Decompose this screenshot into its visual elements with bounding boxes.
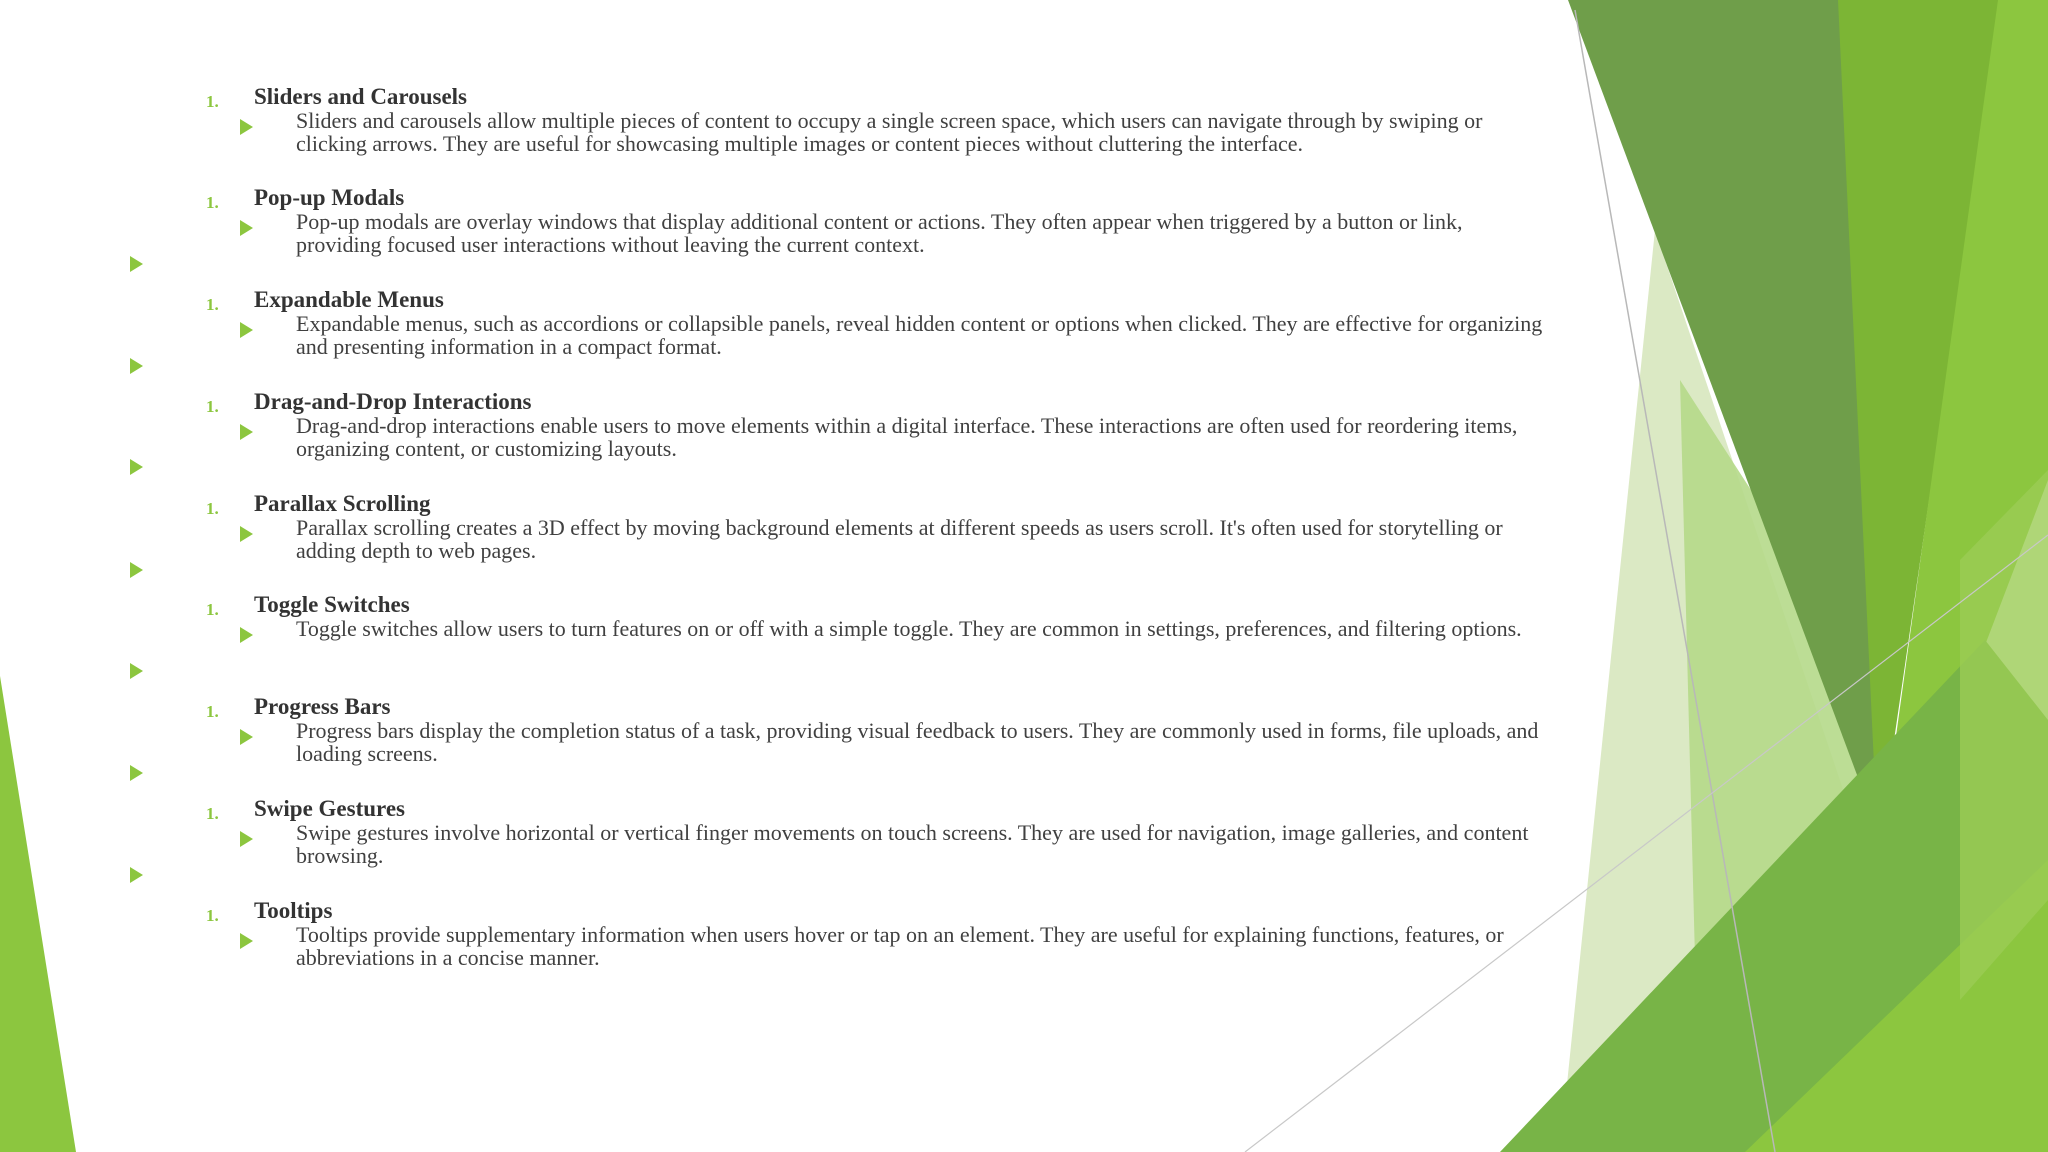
empty-bullet-marker	[130, 765, 143, 781]
bullet-marker	[240, 220, 253, 236]
item-title: Expandable Menus	[254, 287, 444, 312]
item-title: Toggle Switches	[254, 592, 410, 617]
item-description: Pop-up modals are overlay windows that display additional content or actions. They often appear when triggered by a button or link, providing focused user interactions without leaving the current context.	[296, 209, 1463, 257]
list-number: 1.	[206, 92, 219, 111]
item-title: Swipe Gestures	[254, 796, 405, 821]
item-description: Parallax scrolling creates a 3D effect by moving background elements at different speeds as users scroll. It's often used for storytelling or adding depth to web pages.	[296, 515, 1503, 563]
empty-bullet-marker	[130, 562, 143, 578]
empty-bullet-marker	[130, 358, 143, 374]
bullet-marker	[240, 729, 253, 745]
list-number: 1.	[206, 397, 219, 416]
list-number: 1.	[206, 906, 219, 925]
item-title: Sliders and Carousels	[254, 84, 468, 109]
bullet-marker	[240, 119, 253, 135]
list-number: 1.	[206, 600, 219, 619]
bullet-marker	[240, 831, 253, 847]
item-title: Drag-and-Drop Interactions	[254, 389, 532, 414]
empty-bullet-marker	[130, 663, 143, 679]
item-description: Swipe gestures involve horizontal or vertical finger movements on touch screens. They are used for navigation, image galleries, and content browsing.	[296, 820, 1529, 868]
list-number: 1.	[206, 702, 219, 721]
item-title: Pop-up Modals	[254, 185, 405, 210]
item-description: Drag-and-drop interactions enable users to move elements within a digital interface. These interactions are often used for reordering items, organizing content, or customizing layouts.	[296, 413, 1518, 461]
empty-bullet-marker	[130, 867, 143, 883]
item-description: Tooltips provide supplementary information when users hover or tap on an element. They are useful for explaining functions, features, or abbreviations in a concise manner.	[296, 922, 1504, 970]
list-number: 1.	[206, 499, 219, 518]
bullet-marker	[240, 322, 253, 338]
list-number: 1.	[206, 295, 219, 314]
list-number: 1.	[206, 804, 219, 823]
item-title: Progress Bars	[254, 694, 391, 719]
item-description: Toggle switches allow users to turn features on or off with a simple toggle. They are common in settings, preferences, and filtering options.	[296, 616, 1522, 641]
item-description: Progress bars display the completion status of a task, providing visual feedback to users. They are commonly used in forms, file uploads, and loading screens.	[296, 718, 1539, 766]
item-title: Tooltips	[254, 898, 333, 923]
empty-bullet-marker	[130, 256, 143, 272]
list-number: 1.	[206, 193, 219, 212]
bullet-marker	[240, 627, 253, 643]
item-description: Sliders and carousels allow multiple pieces of content to occupy a single screen space, which users can navigate through by swiping or clicking arrows. They are useful for showcasing multiple images or content pieces without cluttering the interface.	[296, 108, 1483, 156]
empty-bullet-marker	[130, 459, 143, 475]
item-title: Parallax Scrolling	[254, 491, 431, 516]
bullet-marker	[240, 933, 253, 949]
bullet-marker	[240, 526, 253, 542]
bullet-marker	[240, 424, 253, 440]
item-description: Expandable menus, such as accordions or collapsible panels, reveal hidden content or options when clicked. They are effective for organizing and presenting information in a compact format.	[296, 311, 1543, 359]
